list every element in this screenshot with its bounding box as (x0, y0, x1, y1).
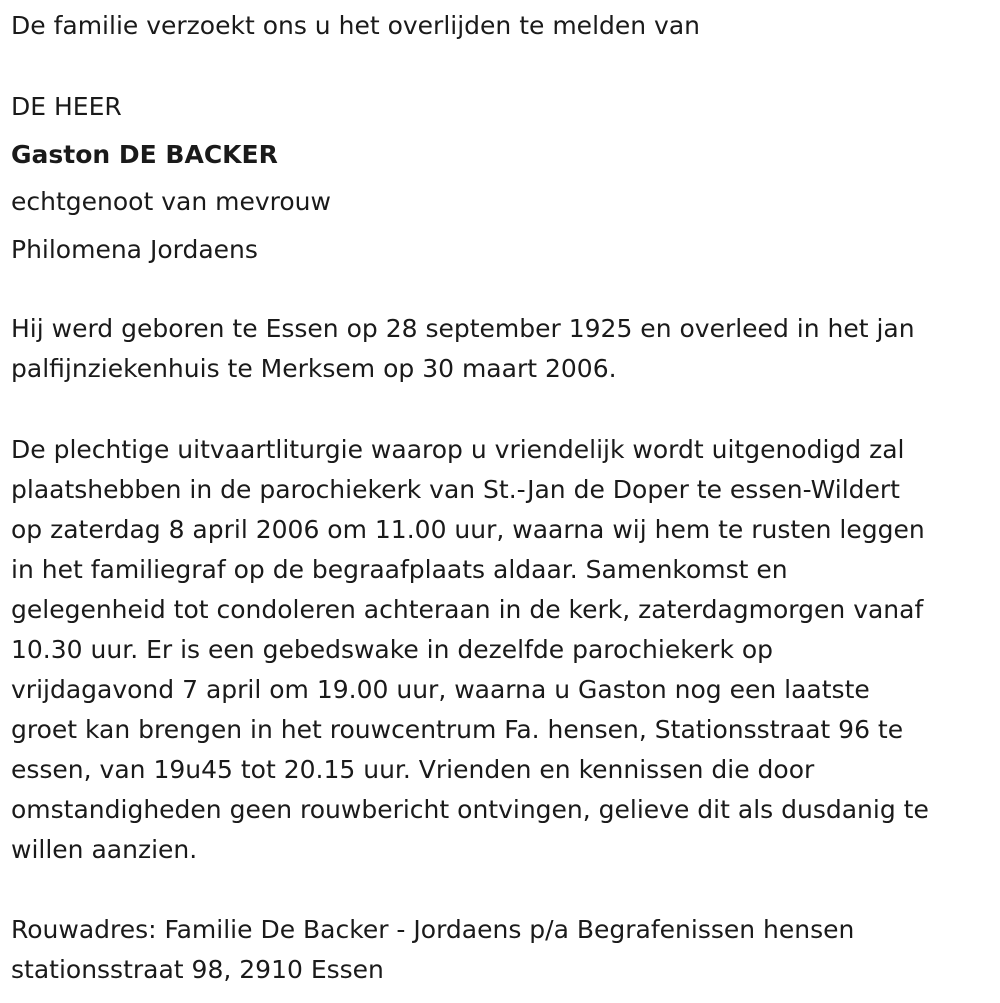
paragraph-line: 10.30 uur. Er is een gebedswake in dezelfde parochiekerk op (11, 635, 774, 664)
paragraph-line: De plechtige uitvaartliturgie waarop u vriendelijk wordt uitgenodigd zal (11, 435, 905, 464)
intro-text: De familie verzoekt ons u het overlijden te melden van (11, 11, 701, 40)
paragraph-line: gelegenheid tot condoleren achteraan in de kerk, zaterdagmorgen vanaf (11, 595, 924, 624)
funeral-liturgy-paragraph (11, 430, 991, 870)
paragraph-line: vrijdagavond 7 april om 19.00 uur, waarna u Gaston nog een laatste (11, 675, 870, 704)
mourning-address-paragraph (11, 910, 991, 990)
paragraph-line: essen, van 19u45 tot 20.15 uur. Vrienden en kennissen die door (11, 755, 815, 784)
paragraph-line: in het familiegraf op de begraafplaats aldaar. Samenkomst en (11, 555, 788, 584)
deceased-title: DE HEER (11, 92, 122, 121)
deceased-name: Gaston DE BACKER (11, 140, 278, 169)
paragraph-line: Rouwadres: Familie De Backer - Jordaens p/a Begrafenissen hensen (11, 915, 855, 944)
paragraph-line: stationsstraat 98, 2910 Essen (11, 955, 384, 984)
birth-death-paragraph (11, 309, 991, 389)
paragraph-line: op zaterdag 8 april 2006 om 11.00 uur, waarna wij hem te rusten leggen (11, 515, 925, 544)
paragraph-line: groet kan brengen in het rouwcentrum Fa. hensen, Stationsstraat 96 te (11, 715, 904, 744)
spouse-label: echtgenoot van mevrouw (11, 187, 331, 216)
spouse-name: Philomena Jordaens (11, 235, 258, 264)
paragraph-line: willen aanzien. (11, 835, 198, 864)
paragraph-line: palfijnziekenhuis te Merksem op 30 maart 2006. (11, 354, 617, 383)
paragraph-line: Hij werd geboren te Essen op 28 september 1925 en overleed in het jan (11, 314, 915, 343)
paragraph-line: omstandigheden geen rouwbericht ontvingen, gelieve dit als dusdanig te (11, 795, 929, 824)
paragraph-line: plaatshebben in de parochiekerk van St.-Jan de Doper te essen-Wildert (11, 475, 900, 504)
